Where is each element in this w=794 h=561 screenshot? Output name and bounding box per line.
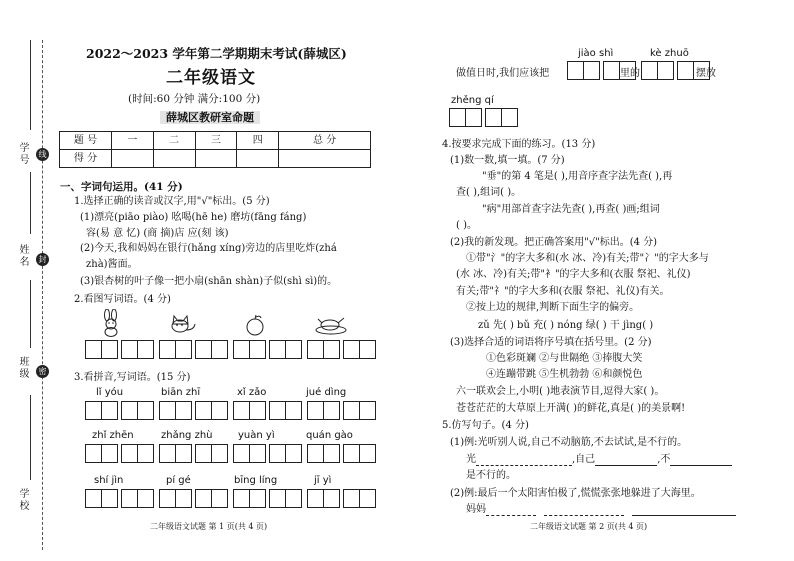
label-name: 姓名 — [17, 244, 28, 268]
pinyin-label: jiào shì — [578, 48, 614, 59]
pinyin-label: zhǐ zhēn — [92, 430, 134, 441]
question-4-3-sentence-2[interactable]: 苍苍茫茫的大草原上开满( )的鲜花,真是( )的美景啊! — [456, 403, 686, 414]
score-cell[interactable] — [153, 150, 195, 168]
answer-grid[interactable] — [160, 340, 228, 359]
score-cell[interactable] — [279, 150, 371, 168]
score-row-label: 得 分 — [60, 150, 112, 168]
score-header-cell: 三 — [195, 132, 237, 150]
roast-chicken-icon — [314, 314, 348, 336]
binding-dot-seal: 封 — [36, 253, 49, 266]
score-header-row — [60, 132, 371, 150]
answer-grid[interactable] — [86, 401, 154, 420]
answer-grid[interactable] — [308, 340, 376, 359]
question-1-line-5: (3)银杏树的叶子像一把小扇(shān shàn)子似(shì sì)的。 — [80, 276, 338, 287]
top-sentence-a: 做值日时,我们应该把 — [456, 68, 550, 79]
answer-grid[interactable] — [160, 489, 228, 508]
top-sentence-b: 里的 — [620, 68, 640, 79]
question-4-2-a[interactable]: ①带"氵"的字大多和(水 冰、冷)有关;带"冫"的字大多与 — [466, 253, 709, 264]
fill-blank[interactable] — [486, 515, 536, 516]
question-1-line-4: zhà)酱面。 — [86, 259, 138, 270]
pinyin-label: shí jìn — [94, 475, 124, 486]
question-4-3-sentence-1[interactable]: 六一联欢会上,小明( )地表演节目,逗得大家( )。 — [456, 386, 665, 397]
score-header-cell: 二 — [153, 132, 195, 150]
score-header-cell: 总 分 — [279, 132, 371, 150]
cat-icon — [168, 312, 198, 336]
fill-blank[interactable] — [476, 465, 572, 466]
class-line[interactable] — [30, 280, 31, 348]
answer-grid[interactable] — [86, 444, 154, 463]
apple-icon — [244, 314, 266, 336]
time-info: (时间:60 分钟 满分:100 分) — [128, 93, 261, 105]
pinyin-label: biān zhī — [161, 387, 201, 398]
score-cell[interactable] — [112, 150, 154, 168]
fill-prefix: 光 — [466, 454, 476, 465]
question-4-2-d: ②按上边的规律,判断下面生字的偏旁。 — [466, 302, 640, 313]
binding-dashed-line — [42, 40, 43, 550]
question-2: 2.看图写词语。(4 分) — [74, 294, 171, 305]
fill-blank[interactable] — [544, 515, 624, 516]
school-line[interactable] — [30, 395, 31, 480]
question-5-1-answer — [466, 454, 732, 466]
score-header-cell: 题 号 — [60, 132, 112, 150]
question-4-1-a[interactable]: "垂"的第 4 笔是( ),用音序查字法先查( ),再 — [482, 171, 673, 182]
question-4-2-e[interactable]: zǔ 先( ) bǔ 充( ) nóng 绿( ) 干 jìng( ) — [478, 320, 654, 331]
pinyin-label: bīng líng — [234, 475, 278, 486]
label-class: 班级 — [17, 356, 28, 380]
answer-grid[interactable] — [160, 401, 228, 420]
right-page-footer: 二年级语文试题 第 2 页(共 4 页) — [530, 522, 648, 531]
top-sentence-c: 摆放 — [696, 68, 716, 79]
score-header-cell: 一 — [112, 132, 154, 150]
question-4-1-b[interactable]: 查( ),组词( )。 — [456, 187, 522, 198]
name-line[interactable] — [30, 172, 31, 234]
label-student-id: 学号 — [17, 142, 28, 166]
score-table — [59, 131, 371, 168]
question-4-1-c[interactable]: "病"用部首查字法先查( ),再查( )画;组词 — [482, 204, 660, 215]
question-4-3-options-b: ④连蹦带跳 ⑤生机勃勃 ⑥和颜悦色 — [486, 369, 643, 380]
binding-strip — [0, 0, 58, 561]
pinyin-label: zhǎng zhù — [161, 430, 213, 441]
answer-grid[interactable] — [86, 489, 154, 508]
answer-grid[interactable] — [308, 489, 376, 508]
score-cell[interactable] — [195, 150, 237, 168]
question-1-line-2: 容(易 意 忆) (商 摘)店 应(刻 该) — [86, 228, 229, 239]
pinyin-label: kè zhuō — [650, 48, 689, 59]
question-4-3: (3)选择合适的词语将序号填在括号里。(2 分) — [450, 337, 652, 348]
answer-grid[interactable] — [160, 444, 228, 463]
label-school: 学校 — [17, 488, 28, 512]
pinyin-label: lǐ yóu — [96, 387, 124, 398]
answer-grid[interactable] — [308, 444, 376, 463]
pinyin-label: jué dìng — [306, 387, 347, 398]
question-4-2-b[interactable]: (水 冰、冷)有关;带"衤"的字大多和(衣服 祭祀、礼仪) — [456, 269, 691, 280]
subject-title: 二年级语文 — [166, 68, 256, 88]
pinyin-label: xǐ zǎo — [237, 387, 267, 398]
score-value-row — [60, 150, 371, 168]
fill-middle: ,自己 — [572, 454, 596, 465]
exam-title: 2022～2023 学年第二学期期末考试(薛城区) — [86, 46, 347, 61]
answer-grid[interactable] — [234, 444, 302, 463]
question-4-1: (1)数一数,填一填。(7 分) — [450, 155, 565, 166]
answer-grid[interactable] — [234, 489, 302, 508]
pinyin-label: quán gào — [306, 430, 353, 441]
answer-grid[interactable] — [450, 108, 518, 127]
answer-grid[interactable] — [234, 340, 302, 359]
answer-grid[interactable] — [308, 401, 376, 420]
issuer-badge: 薛城区教研室命题 — [160, 111, 260, 124]
score-header-cell: 四 — [237, 132, 279, 150]
answer-grid[interactable] — [86, 340, 154, 359]
answer-grid[interactable] — [234, 401, 302, 420]
fill-prefix: 妈妈 — [466, 504, 486, 515]
question-1: 1.选择正确的读音或汉字,用"√"标出。(5 分) — [74, 196, 270, 207]
question-3: 3.看拼音,写词语。(15 分) — [74, 372, 191, 383]
fill-blank[interactable] — [670, 465, 732, 466]
question-4-2-c[interactable]: 有关;带"礻"的字大多和(衣服 祭祀、礼仪)有关。 — [456, 286, 670, 297]
question-4: 4.按要求完成下面的练习。(13 分) — [442, 139, 596, 150]
rabbit-icon — [98, 309, 124, 337]
question-5-2-example: (2)例:最后一个太阳害怕极了,慌慌张张地躲进了大海里。 — [450, 488, 701, 499]
question-5-1-ending: 是不行的。 — [466, 470, 516, 481]
question-4-1-d[interactable]: ( )。 — [456, 220, 477, 231]
question-1-line-3: (2)今天,我和妈妈在银行(hǎng xíng)旁边的店里吃炸(zhá — [80, 243, 337, 254]
question-5-1-example: (1)例:光听别人说,自己不动脑筋,不去试试,是不行的。 — [450, 437, 688, 448]
binding-dot-secret: 密 — [36, 365, 49, 378]
fill-blank[interactable] — [595, 465, 657, 466]
pinyin-label: zhěng qí — [451, 95, 494, 106]
pinyin-label: yuàn yì — [238, 430, 275, 441]
pinyin-label: jī yì — [314, 475, 332, 486]
question-5-2-answer — [466, 504, 736, 516]
student-id-line[interactable] — [30, 40, 31, 130]
question-4-3-options-a: ①色彩斑斓 ②与世隔绝 ③捧腹大笑 — [486, 353, 643, 364]
question-5: 5.仿写句子。(4 分) — [442, 420, 529, 431]
question-4-2: (2)我的新发现。把正确答案用"√"标出。(4 分) — [450, 237, 658, 248]
fill-blank[interactable] — [632, 515, 736, 516]
pinyin-label: pí gé — [166, 475, 191, 486]
binding-dot-line: 线 — [36, 148, 49, 161]
fill-suffix: ,不 — [657, 454, 671, 465]
section-1-title: 一、字词句运用。(41 分) — [60, 181, 183, 193]
score-cell[interactable] — [237, 150, 279, 168]
question-1-line-1: (1)漂亮(piāo piào) 吆喝(hē he) 磨坊(fāng fáng) — [80, 212, 307, 223]
left-page-footer: 二年级语文试题 第 1 页(共 4 页) — [150, 522, 268, 531]
